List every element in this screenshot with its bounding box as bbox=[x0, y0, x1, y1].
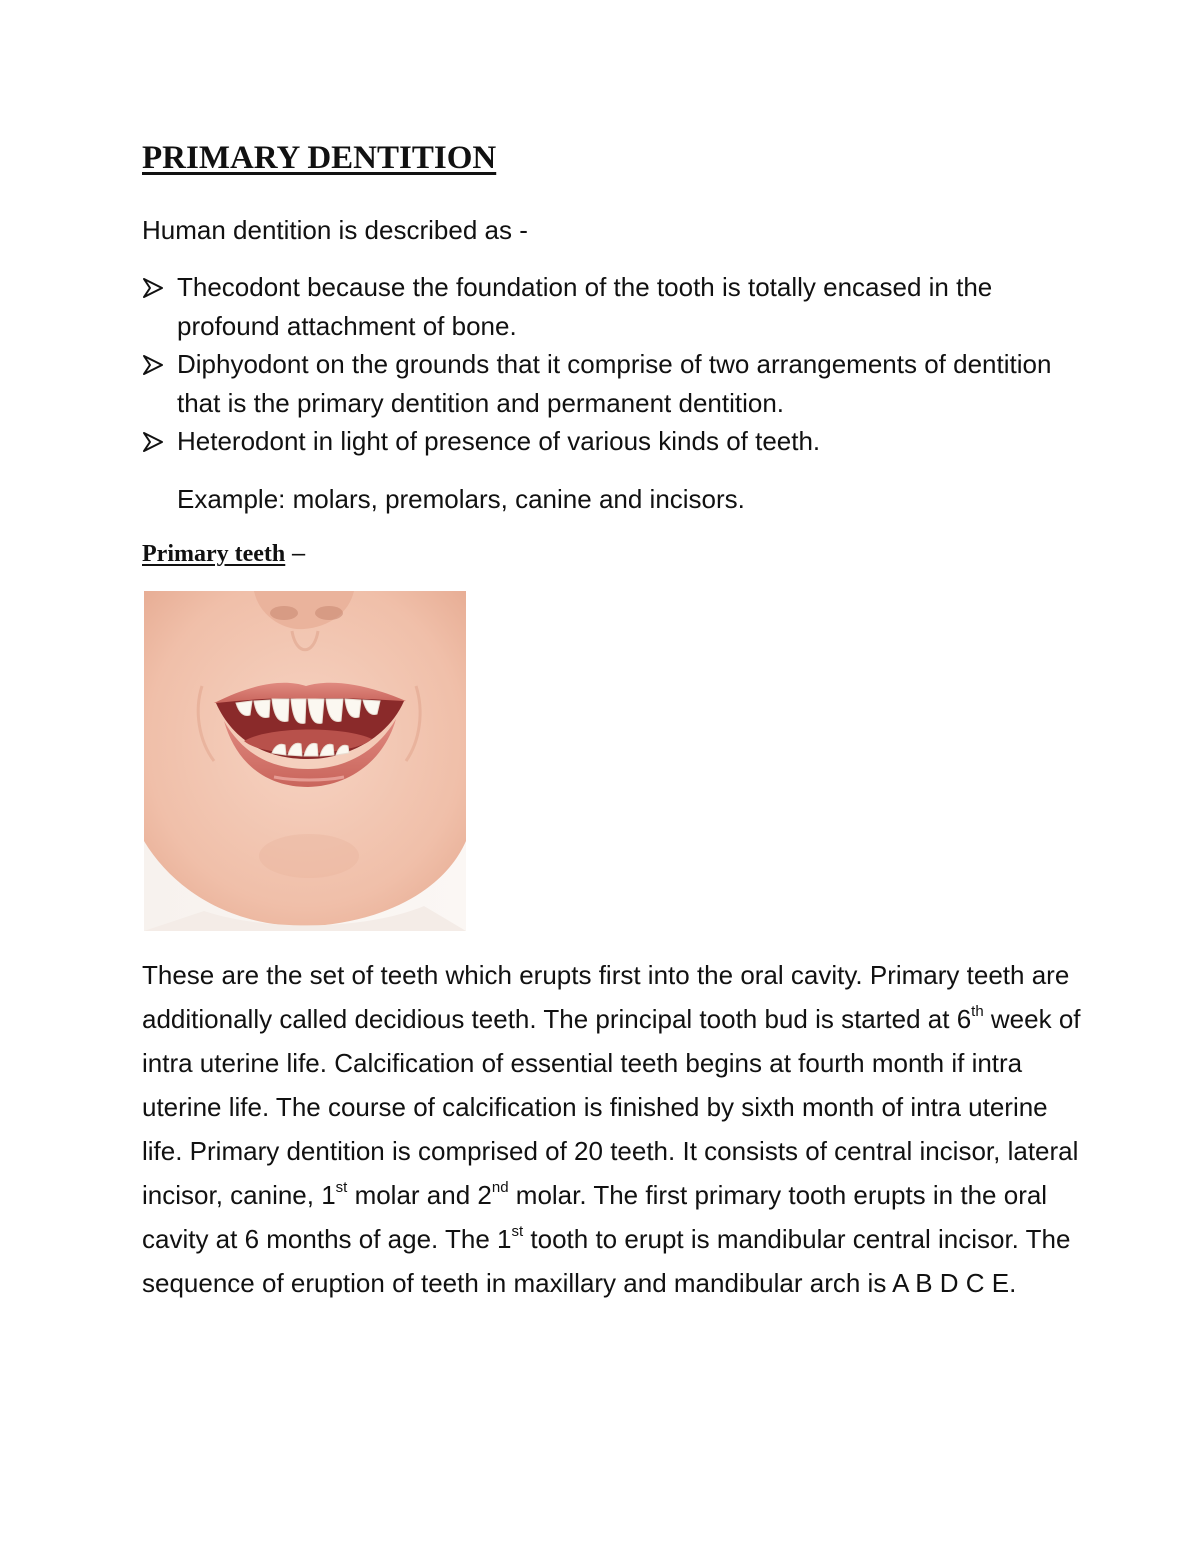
list-item bbox=[142, 268, 1082, 345]
section-heading-title: Primary teeth bbox=[142, 541, 286, 567]
superscript: nd bbox=[491, 1179, 509, 1197]
paragraph-part: These are the set of teeth which erupts first into the oral cavity. Primary teeth are additionally called decidious teeth. The principal tooth bud is started at 6 bbox=[142, 960, 1070, 1034]
section-heading-dash: – bbox=[285, 540, 306, 567]
paragraph-part: molar and 2 bbox=[347, 1180, 492, 1210]
list-item bbox=[142, 422, 1082, 461]
arrowhead-bullet-icon bbox=[142, 277, 164, 299]
child-smile-photo bbox=[144, 591, 466, 931]
bullet-list bbox=[142, 268, 1082, 461]
superscript: st bbox=[335, 1179, 348, 1197]
arrowhead-bullet-icon bbox=[142, 354, 164, 376]
paragraph-part: week of intra uterine life. Calcification of essential teeth begins at fourth month if intra uterine life. The course of calcification is finished by sixth month of intra uterine life. Primary dentition is comprised of 20 teeth. It consists of central incisor, lateral incisor, canine, 1 bbox=[142, 1004, 1081, 1210]
bullet-label: Heterodont in light of presence of various kinds of teeth. bbox=[177, 426, 821, 456]
bullet-label: Thecodont because the foundation of the tooth is totally encased in the profound attachment of bone. bbox=[177, 272, 993, 341]
body-paragraph bbox=[142, 953, 1082, 1305]
page-title: PRIMARY DENTITION bbox=[142, 140, 497, 176]
smile-illustration bbox=[144, 591, 466, 931]
superscript: th bbox=[971, 1003, 984, 1021]
paragraph-part: tooth to erupt is mandibular central incisor. The sequence of eruption of teeth in maxillary and mandibular arch is A B D C E. bbox=[142, 1224, 1071, 1298]
intro-text: Human dentition is described as - bbox=[142, 215, 528, 245]
paragraph-part: molar. The first primary tooth erupts in the oral cavity at 6 months of age. The 1 bbox=[142, 1180, 1048, 1254]
example-text: Example: molars, premolars, canine and incisors. bbox=[177, 484, 745, 514]
list-item bbox=[142, 345, 1082, 422]
bullet-label: Diphyodont on the grounds that it comprise of two arrangements of dentition that is the primary dentition and permanent dentition. bbox=[177, 349, 1052, 418]
section-heading bbox=[142, 537, 305, 571]
arrowhead-bullet-icon bbox=[142, 431, 164, 453]
superscript: st bbox=[511, 1223, 524, 1241]
